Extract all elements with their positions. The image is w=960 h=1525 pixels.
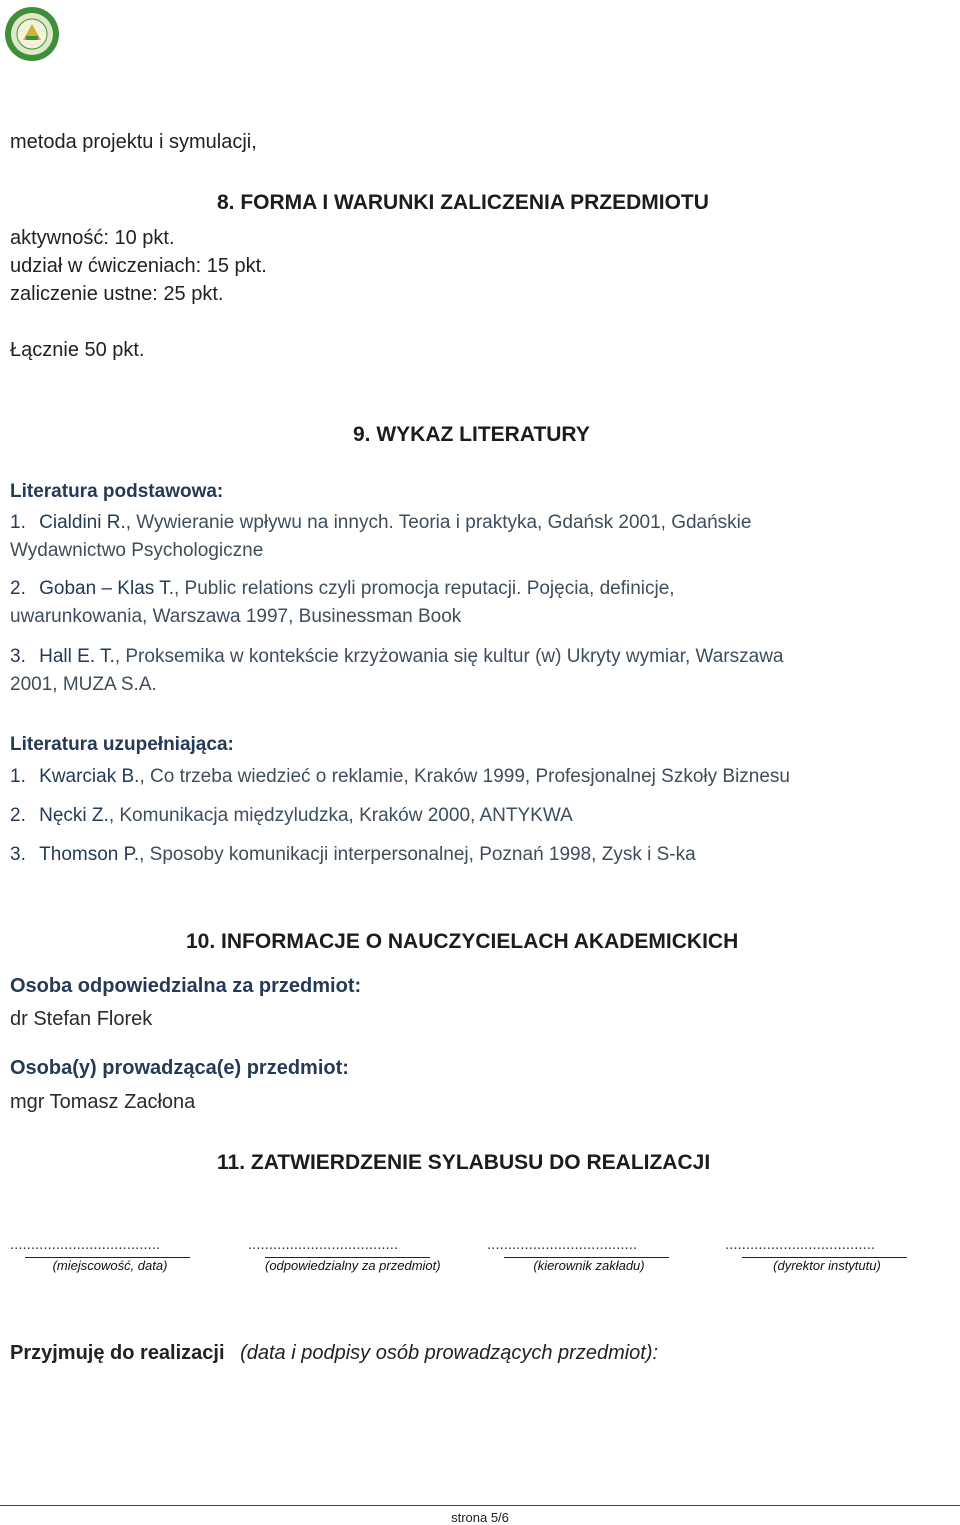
methods-tail: metoda projektu i symulacji, xyxy=(10,131,257,153)
teachers-name: mgr Tomasz Zacłona xyxy=(10,1091,196,1113)
signature-dots-2: .................................... xyxy=(248,1236,399,1253)
bib-rest: , Proksemika w kontekście krzyżowania się kultur (w) Ukryty wymiar, Warszawa xyxy=(114,646,784,667)
signature-label-director: (dyrektor instytutu) xyxy=(773,1258,881,1273)
signature-label-head: (kierownik zakładu) xyxy=(533,1258,645,1273)
acceptance-bold: Przyjmuję do realizacji xyxy=(10,1342,225,1364)
bib-author: Thomson P. xyxy=(39,844,140,865)
supplementary-literature-heading: Literatura uzupełniająca: xyxy=(10,734,234,755)
grading-line-2: udział w ćwiczeniach: 15 pkt. xyxy=(10,255,267,277)
basic-literature-heading: Literatura podstawowa: xyxy=(10,481,224,502)
bib-item-basic-3 xyxy=(10,646,784,668)
bib-rest: , Komunikacja międzyludzka, Kraków 2000, ANTYKWA xyxy=(108,805,573,826)
bib-num: 3. xyxy=(10,646,26,667)
grading-line-3: zaliczenie ustne: 25 pkt. xyxy=(10,283,224,305)
signature-label-place-date: (miejscowość, data) xyxy=(52,1258,168,1273)
grading-line-1: aktywność: 10 pkt. xyxy=(10,227,175,249)
section9-title: 9. WYKAZ LITERATURY xyxy=(353,423,590,446)
section10-title: 10. INFORMACJE O NAUCZYCIELACH AKADEMICKICH xyxy=(186,930,739,953)
bib-item-basic-2 xyxy=(10,578,675,600)
signature-label-responsible: (odpowiedzialny za przedmiot) xyxy=(265,1258,441,1273)
bib-rest: , Public relations czyli promocja reputacji. Pojęcia, definicje, xyxy=(174,578,675,599)
bib-num: 1. xyxy=(10,512,26,533)
signature-dots-3: .................................... xyxy=(487,1236,638,1253)
bib-author: Goban – Klas T. xyxy=(39,578,174,599)
section11-title: 11. ZATWIERDZENIE SYLABUSU DO REALIZACJI xyxy=(217,1151,711,1174)
acceptance-italic: (data i podpisy osób prowadzących przedmiot): xyxy=(240,1342,659,1364)
bib-rest: , Sposoby komunikacji interpersonalnej, Poznań 1998, Zysk i S-ka xyxy=(139,844,696,865)
bib-num: 1. xyxy=(10,766,26,787)
bib-author: Cialdini R. xyxy=(39,512,126,533)
bib-rest: , Wywieranie wpływu na innych. Teoria i praktyka, Gdańsk 2001, Gdańskie xyxy=(125,512,752,533)
bib-item-supp-1 xyxy=(10,766,790,788)
signature-dots-4: .................................... xyxy=(725,1236,876,1253)
bib-author: Nęcki Z. xyxy=(39,805,109,826)
footer-rule xyxy=(0,1505,960,1506)
bib-item-basic-1 xyxy=(10,512,751,534)
acceptance-line xyxy=(10,1342,658,1365)
page-number: strona 5/6 xyxy=(451,1510,509,1525)
bib-item-basic-3-cont: 2001, MUZA S.A. xyxy=(10,674,157,695)
bib-num: 2. xyxy=(10,578,26,599)
university-seal-icon xyxy=(4,6,60,62)
signature-dots-1: .................................... xyxy=(10,1236,161,1253)
bib-num: 3. xyxy=(10,844,26,865)
responsible-label: Osoba odpowiedzialna za przedmiot: xyxy=(10,975,362,997)
grading-total: Łącznie 50 pkt. xyxy=(10,339,145,361)
bib-item-basic-1-cont: Wydawnictwo Psychologiczne xyxy=(10,540,264,561)
responsible-name: dr Stefan Florek xyxy=(10,1008,153,1030)
bib-author: Hall E. T. xyxy=(39,646,115,667)
teachers-label: Osoba(y) prowadząca(e) przedmiot: xyxy=(10,1057,349,1079)
bib-author: Kwarciak B. xyxy=(39,766,140,787)
section8-title: 8. FORMA I WARUNKI ZALICZENIA PRZEDMIOTU xyxy=(217,191,709,214)
bib-item-supp-3 xyxy=(10,844,696,866)
bib-item-basic-2-cont: uwarunkowania, Warszawa 1997, Businessman Book xyxy=(10,606,462,627)
bib-num: 2. xyxy=(10,805,26,826)
bib-rest: , Co trzeba wiedzieć o reklamie, Kraków 1999, Profesjonalnej Szkoły Biznesu xyxy=(139,766,790,787)
bib-item-supp-2 xyxy=(10,805,573,827)
